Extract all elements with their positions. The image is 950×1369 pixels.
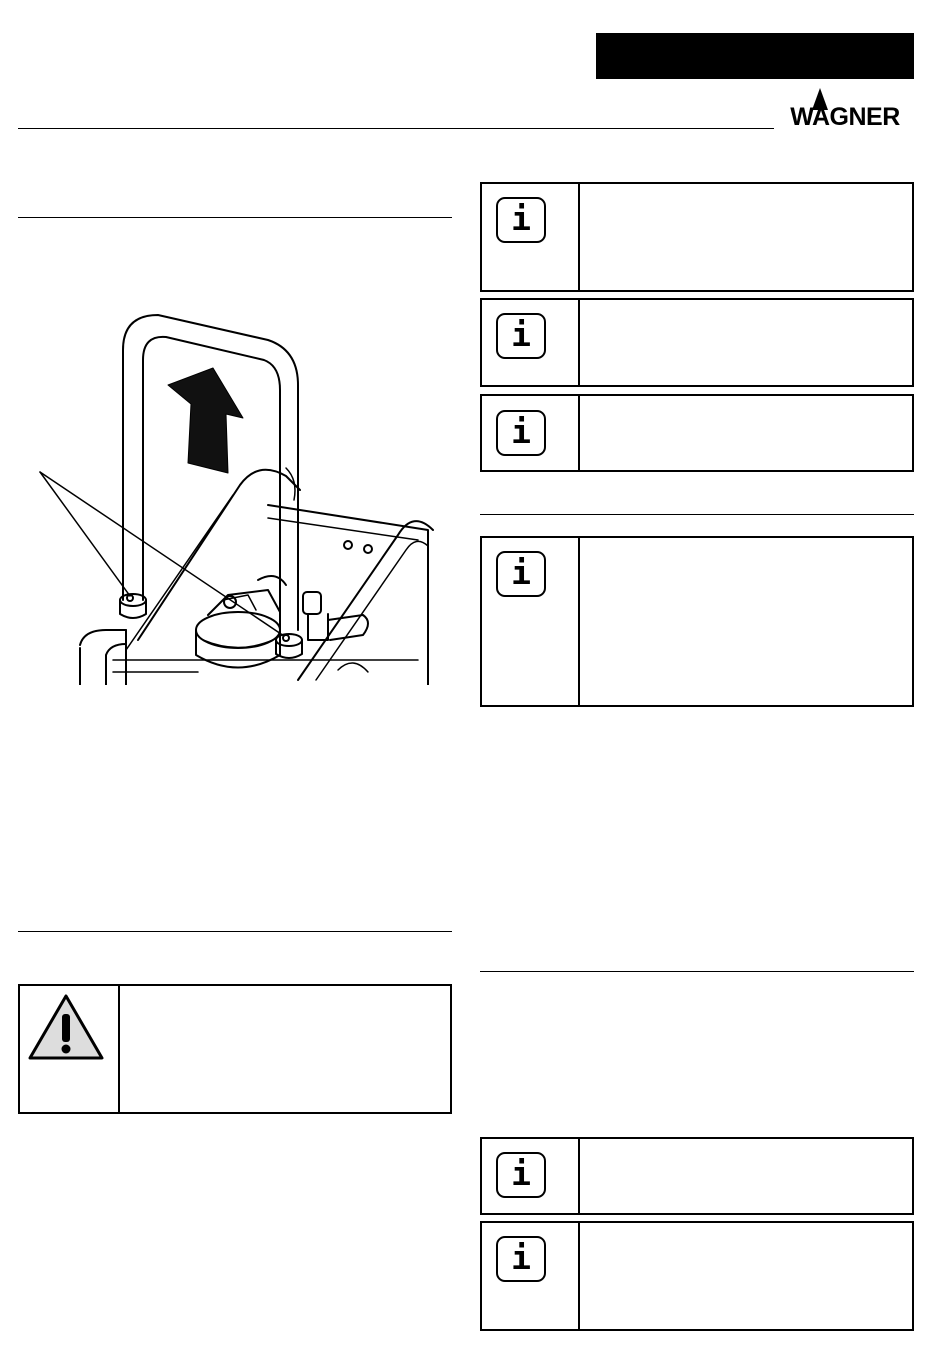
- brand-name: WAGNER: [790, 103, 900, 131]
- header-rule: [18, 128, 774, 129]
- section-rule-bottom-left: [18, 931, 452, 932]
- section-rule-top-left: [18, 217, 452, 218]
- info-icon: i: [496, 197, 546, 243]
- handle-removal-illustration: [18, 300, 438, 685]
- info-icon-cell: [482, 1223, 580, 1329]
- info-icon: i: [496, 1236, 546, 1282]
- info-notice-4: [480, 536, 914, 707]
- warning-triangle-icon: [26, 992, 106, 1062]
- info-notice-6: [480, 1221, 914, 1331]
- info-icon-cell: [482, 300, 580, 385]
- wagner-logo: [776, 88, 916, 132]
- info-notice-3: [480, 394, 914, 472]
- info-icon-cell: [482, 184, 580, 290]
- section-rule-right-2: [480, 971, 914, 972]
- info-icon: i: [496, 1152, 546, 1198]
- warning-icon-cell: [20, 986, 120, 1112]
- section-rule-right-1: [480, 514, 914, 515]
- info-icon: i: [496, 313, 546, 359]
- warning-notice: [18, 984, 452, 1114]
- info-notice-2: [480, 298, 914, 387]
- info-notice-1: [480, 182, 914, 292]
- info-icon-cell: [482, 396, 580, 470]
- info-icon-cell: [482, 538, 580, 705]
- info-icon: i: [496, 551, 546, 597]
- info-notice-5: [480, 1137, 914, 1215]
- info-icon: i: [496, 410, 546, 456]
- info-icon-cell: [482, 1139, 580, 1213]
- section-tab-bar: [596, 33, 914, 79]
